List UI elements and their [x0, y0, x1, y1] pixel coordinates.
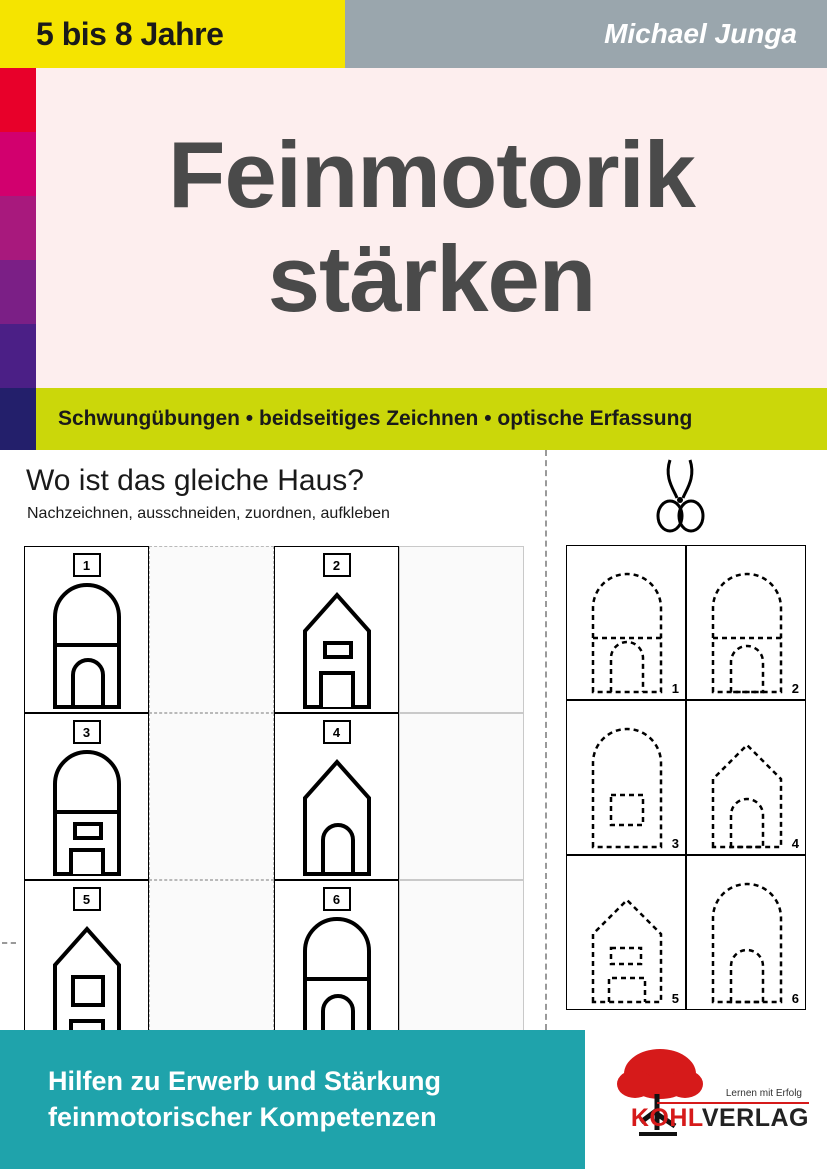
house-match-grid [24, 546, 524, 1030]
author-bar [345, 0, 827, 68]
answer-slot-4[interactable] [399, 713, 524, 880]
house-number-4: 4 [323, 720, 351, 744]
cutout-number-6: 6 [791, 991, 799, 1006]
logo-slogan: Lernen mit Erfolg [725, 1088, 802, 1099]
worksheet-cut-line [545, 450, 547, 1030]
footer-line-1: Hilfen zu Erwerb und Stärkung [48, 1065, 442, 1096]
worksheet-cut-tick [2, 942, 16, 944]
worksheet-preview [0, 450, 827, 1030]
logo-brand-first: KOHL [630, 1104, 702, 1132]
cover-footer [0, 1030, 827, 1169]
publisher-logo[interactable] [585, 1030, 827, 1169]
author-name: Michael Junga [604, 18, 797, 49]
house-cell-5[interactable] [24, 880, 149, 1030]
title-line-1: Feinmotorik [168, 121, 695, 227]
scissors-icon [650, 456, 710, 534]
cutout-number-2: 2 [791, 681, 799, 696]
age-range-badge [0, 0, 345, 68]
house-number-3: 3 [73, 720, 101, 744]
cutout-cell-5[interactable] [566, 855, 686, 1010]
cutout-cell-1[interactable] [566, 545, 686, 700]
subtitle-text: Schwungübungen • beidseitiges Zeichnen • optische Erfassung [58, 407, 693, 430]
cutout-number-3: 3 [671, 836, 679, 851]
answer-slot-3[interactable] [149, 713, 274, 880]
logo-brand-second: VERLAG [701, 1104, 809, 1132]
cutout-row [566, 700, 806, 855]
worksheet-instruction: Nachzeichnen, ausschneiden, zuordnen, aufkleben [27, 505, 390, 522]
grid-row [24, 546, 524, 713]
answer-slot-1[interactable] [149, 546, 274, 713]
grid-row [24, 880, 524, 1030]
answer-slot-5[interactable] [149, 880, 274, 1030]
cutout-cell-2[interactable] [686, 545, 806, 700]
house-cell-2[interactable] [274, 546, 399, 713]
cutout-row [566, 545, 806, 700]
cover-topbar [0, 0, 827, 68]
house-cell-4[interactable] [274, 713, 399, 880]
cutout-cell-4[interactable] [686, 700, 806, 855]
house-cell-1[interactable] [24, 546, 149, 713]
house-number-1: 1 [73, 553, 101, 577]
cutout-row [566, 855, 806, 1010]
house-cell-3[interactable] [24, 713, 149, 880]
house-number-2: 2 [323, 553, 351, 577]
answer-slot-6[interactable] [399, 880, 524, 1030]
footer-text-block [0, 1030, 585, 1169]
grid-row [24, 713, 524, 880]
worksheet-heading: Wo ist das gleiche Haus? [26, 464, 364, 497]
color-strip [0, 68, 36, 450]
title-line-2: stärken [267, 225, 596, 331]
age-range-label: 5 bis 8 Jahre [36, 15, 224, 52]
cutout-number-1: 1 [671, 681, 679, 696]
cutout-cell-6[interactable] [686, 855, 806, 1010]
footer-line-2: feinmotorischer Kompetenzen [48, 1101, 437, 1132]
logo-wordmark [631, 1104, 809, 1133]
cutout-number-4: 4 [791, 836, 799, 851]
answer-slot-2[interactable] [399, 546, 524, 713]
house-cell-6[interactable] [274, 880, 399, 1030]
cutout-cell-3[interactable] [566, 700, 686, 855]
house-number-6: 6 [323, 887, 351, 911]
cutout-number-5: 5 [671, 991, 679, 1006]
cover-title-block [36, 68, 827, 388]
cover-subtitle [36, 388, 827, 450]
cutout-panel [566, 545, 806, 1010]
house-number-5: 5 [73, 887, 101, 911]
